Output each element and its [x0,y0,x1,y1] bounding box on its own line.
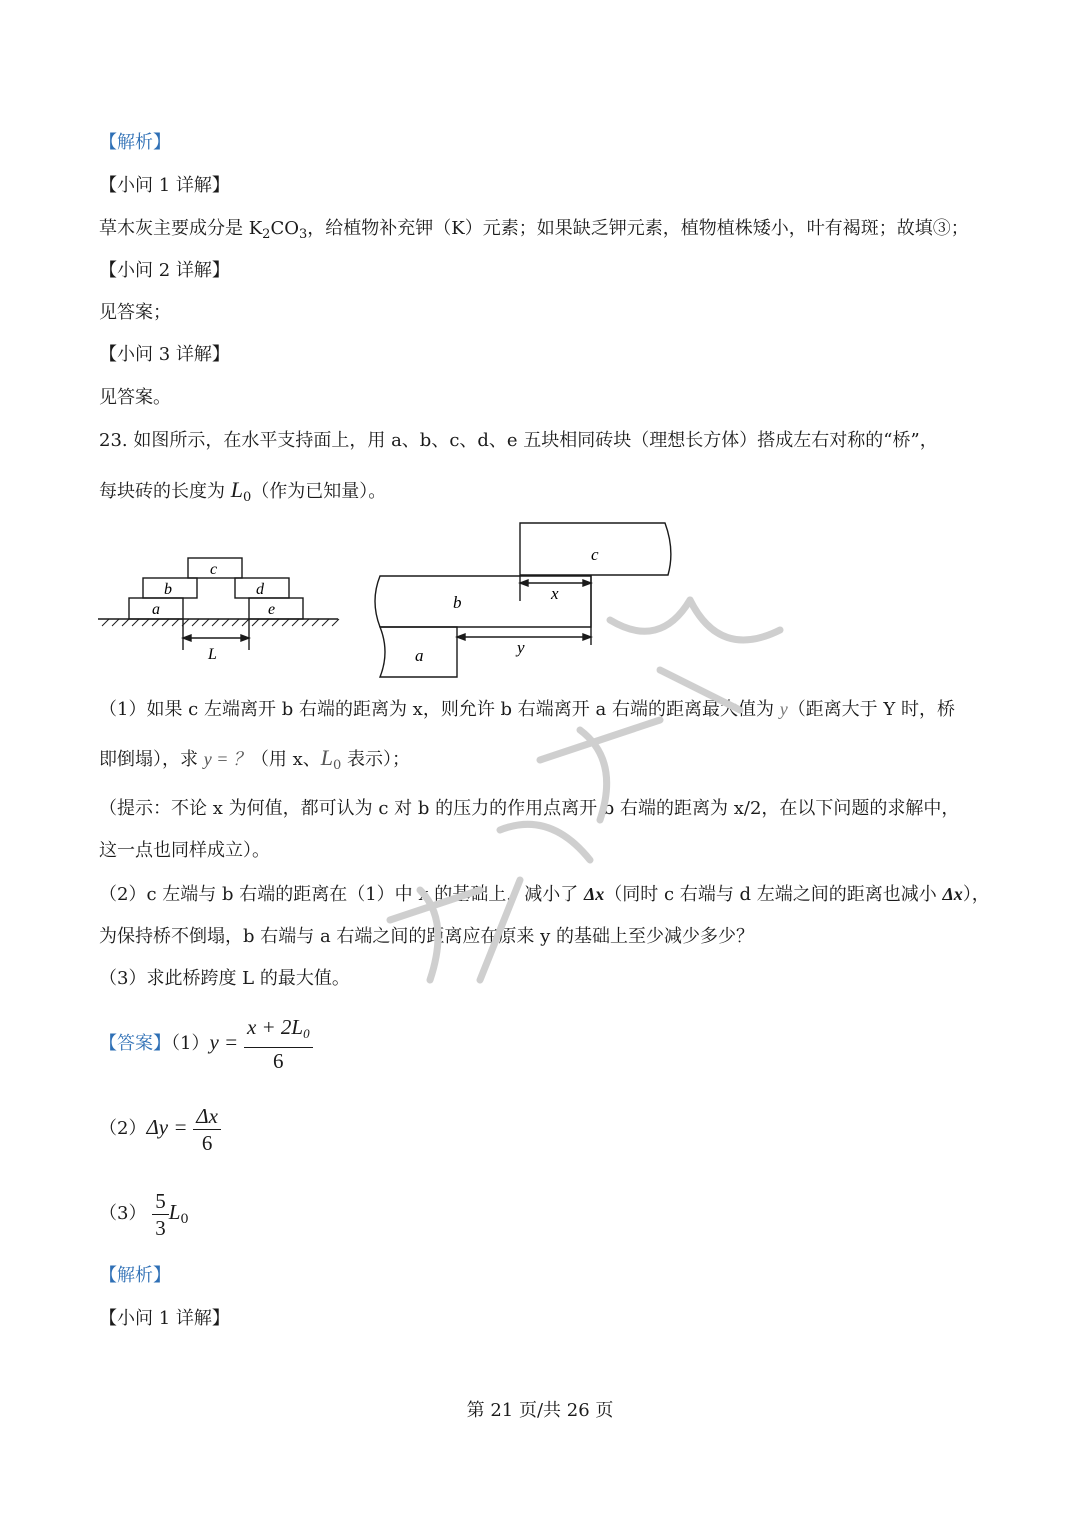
subquestion-1-text: 草木灰主要成分是 $K_2CO_3$，给植物补充钾（K）元素；如果缺乏钾元素，植物植株矮小，叶有褐斑；故填③； [99,218,969,242]
brick-e [249,598,303,619]
label-c: c [210,561,218,578]
page-footer: 第 21 页/共 26 页 [466,1400,614,1421]
analysis-label: 【解析】 [99,132,171,153]
label-d: d [256,581,264,598]
part-3-text: （3）求此桥跨度 L 的最大值。 [99,968,350,989]
label-x: x [551,584,559,603]
analysis-label-2: 【解析】 [99,1265,171,1286]
label-c-right: c [591,545,599,564]
subquestion-2-heading: 【小问 2 详解】 [99,260,230,281]
answer-1-fraction: $\frac{x + 2L_0}{6}$ [244,1014,313,1074]
label-a: a [152,601,160,618]
answer-3: （3） $\frac{5}{3}$ $L_0$ [99,1188,189,1240]
part-1-line1: （1）如果 c 左端离开 b 右端的距离为 x，则允许 b 右端离开 a 右端的距离最大值为 y（距离大于 Y 时，桥 [99,699,956,720]
subquestion-1-heading-2: 【小问 1 详解】 [99,1308,230,1329]
answer-label: 【答案】 [99,1033,171,1054]
answer-2-fraction: $\frac{\Delta x}{6}$ [193,1103,221,1156]
label-y: y [517,638,525,657]
problem-23-line2: 每块砖的长度为 $L_0$（作为已知量）。 [99,477,387,505]
bridge-figure-left [98,550,340,665]
answer-3-fraction: $\frac{5}{3}$ [152,1188,169,1241]
label-a-right: a [415,646,424,665]
label-b: b [164,581,172,598]
label-b-right: b [453,593,462,612]
answer-1: 【答案】（1）y = $\frac{x + 2L_0}{6}$ [99,1014,313,1074]
part-1-line2: 即倒塌），求 y = ？（用 x、$L_0$ 表示）； [99,745,411,773]
part-2-line1: （2）c 左端与 b 右端的距离在（1）中 x 的基础上，减小了 Δx（同时 c 右端与 d 左端之间的距离也减小 Δx）， [99,884,990,905]
bridge-figure-right [365,515,680,680]
label-L: L [208,646,217,663]
subquestion-3-text: 见答案。 [99,387,171,408]
hint-line1: （提示：不论 x 为何值，都可认为 c 对 b 的压力的作用点离开 b 右端的距离为 x/2，在以下问题的求解中， [99,798,960,819]
label-e: e [268,601,276,618]
subquestion-1-heading: 【小问 1 详解】 [99,175,230,196]
part-2-line2: 为保持桥不倒塌，b 右端与 a 右端之间的距离应在原来 y 的基础上至少减少多少？ [99,926,755,947]
hint-line2: 这一点也同样成立）。 [99,840,270,861]
problem-23-line1: 23. 如图所示，在水平支持面上，用 a、b、c、d、e 五块相同砖块（理想长方体）搭成左右对称的“桥”， [99,430,938,451]
subquestion-3-heading: 【小问 3 详解】 [99,344,230,365]
answer-2: （2）Δy = $\frac{\Delta x}{6}$ [99,1099,221,1157]
subquestion-2-text: 见答案； [99,302,171,323]
